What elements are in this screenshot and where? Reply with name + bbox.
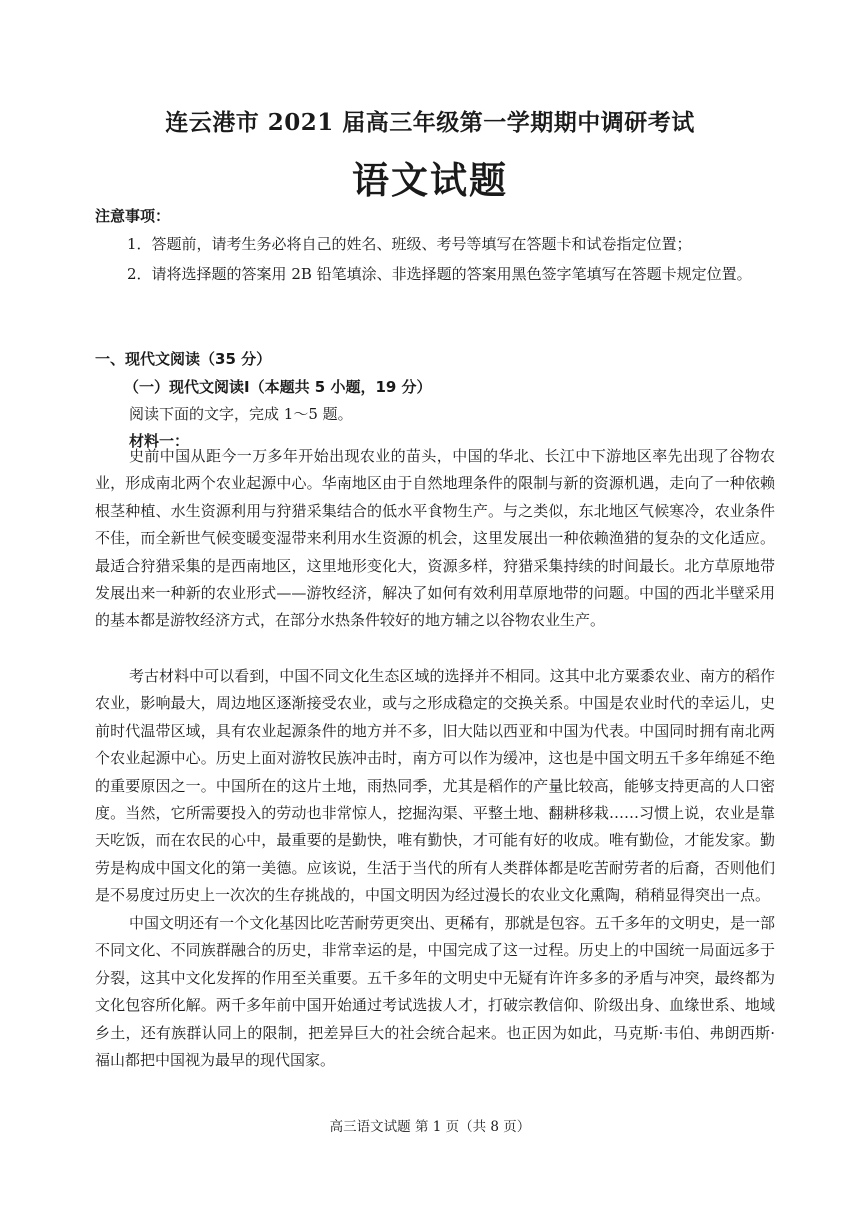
notice-item-1: 1．答题前，请考生务必将自己的姓名、班级、考号等填写在答题卡和试卷指定位置； [127, 235, 692, 253]
paragraph-1: 史前中国从距今一万多年开始出现农业的苗头，中国的华北、长江中下游地区率先出现了谷物农业，形成南北两个农业起源中心。华南地区由于自然地理条件的限制与新的资源机遇，走向了一种依赖根茎种植、水生资源利用与狩猎采集结合的低水平食物生产。与之类似，东北地区气候寒冷，农业条件不佳，而全新世气候变暖变湿带来利用水生资源的机会，这里发展出一种依赖渔猎的复杂的文化适应。最适合狩猎采集的是西南地区，这里地形变化大，资源多样，狩猎采集持续的时间最长。北方草原地带发展出来一种新的农业形式——游牧经济，解决了如何有效利用草原地带的问题。中国的西北半壁采用的基本都是游牧经济方式，在部分水热条件较好的地方辅之以谷物农业生产。 [95, 447, 775, 630]
exam-title: 连云港市 2021 届高三年级第一学期期中调研考试 [165, 109, 695, 136]
section-heading: 一、现代文阅读（35 分） [95, 350, 272, 368]
notice-heading: 注意事项： [95, 207, 171, 225]
material-label: 材料一： [129, 432, 190, 450]
paragraph-2: 考古材料中可以看到，中国不同文化生态区域的选择并不相同。这其中北方粟黍农业、南方的稻作农业，影响最大，周边地区逐渐接受农业，或与之形成稳定的交换关系。中国是农业时代的幸运儿，史前时代温带区域，具有农业起源条件的地方并不多，旧大陆以西亚和中国为代表。中国同时拥有南北两个农业起源中心。历史上面对游牧民族冲击时，南方可以作为缓冲，这也是中国文明五千多年绵延不绝的重要原因之一。中国所在的这片土地，雨热同季，尤其是稻作的产量比较高，能够支持更高的人口密度。当然，它所需要投入的劳动也非常惊人，挖掘沟渠、平整土地、翻耕移栽……习惯上说，农业是靠天吃饭，而在农民的心中，最重要的是勤快，唯有勤快，才可能有好的收成。唯有勤俭，才能发家。勤劳是构成中国文化的第一美德。应该说，生活于当代的所有人类群体都是吃苦耐劳者的后裔，否则他们是不易度过历史上一次次的生存挑战的，中国文明因为经过漫长的农业文化熏陶，稍稍显得突出一点。 [95, 667, 775, 905]
notice-item-2: 2．请将选择题的答案用 2B 铅笔填涂、非选择题的答案用黑色签字笔填写在答题卡规定位置。 [127, 265, 752, 283]
subject-title: 语文试题 [352, 159, 508, 202]
paragraph-3: 中国文明还有一个文化基因比吃苦耐劳更突出、更稀有，那就是包容。五千多年的文明史，是一部不同文化、不同族群融合的历史，非常幸运的是，中国完成了这一过程。历史上的中国统一局面远多于分裂，这其中文化发挥的作用至关重要。五千多年的文明史中无疑有许许多多的矛盾与冲突，最终都为文化包容所化解。两千多年前中国开始通过考试选拔人才，打破宗教信仰、阶级出身、血缘世系、地域乡土，还有族群认同上的限制，把差异巨大的社会统合起来。也正因为如此，马克斯·韦伯、弗朗西斯·福山都把中国视为最早的现代国家。 [95, 914, 775, 1070]
reading-instruction: 阅读下面的文字，完成 1～5 题。 [129, 405, 353, 423]
page-footer: 高三语文试题 第 1 页（共 8 页） [329, 1119, 531, 1135]
subsection-heading: （一）现代文阅读Ⅰ（本题共 5 小题，19 分） [124, 378, 432, 396]
